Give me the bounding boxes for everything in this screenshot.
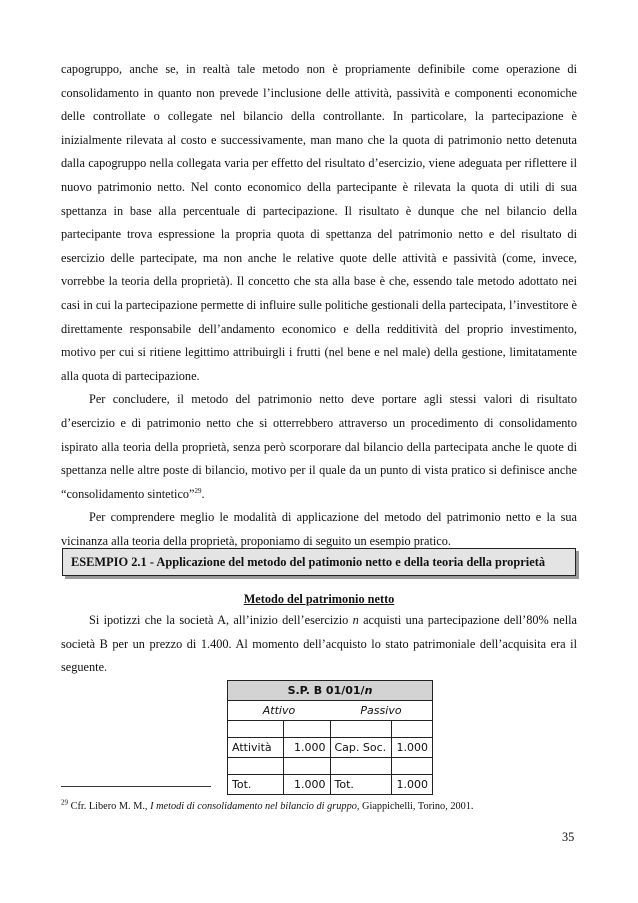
footnote-suffix: , Giappichelli, Torino, 2001. (356, 801, 474, 812)
example-text (61, 609, 577, 680)
variable-n: n (352, 613, 359, 627)
col-liabilities: Passivo (330, 701, 433, 721)
col-assets: Attivo (228, 701, 331, 721)
footnote-prefix: Cfr. Libero M. M., (68, 801, 151, 812)
section-title: Metodo del patrimonio netto (243, 592, 395, 606)
total-label-assets: Tot. (228, 775, 284, 795)
footnote-title: I metodi di consolidamento nel bilancio di gruppo (150, 801, 357, 812)
paragraph-3: Per comprendere meglio le modalità di applicazione del metodo del patrimonio netto e la sua vicinanza alla teoria della proprietà, proponiamo di seguito un esempio pratico. (61, 510, 577, 548)
paragraph-example-text: Si ipotizzi che la società A, all’inizio dell’esercizio n acquisti una partecipazione dell’80% nella società B per un prezzo di 1.400. Al momento dell’acquisto lo stato patrimoniale dell’acquisita era il seguente. (61, 613, 578, 675)
page-number: 35 (562, 830, 575, 844)
paragraph-2-text: Per concludere, il metodo del patrimonio netto deve portare agli stessi valori di risultato d’esercizio e di patrimonio netto che si otterrebbero attraverso un procedimento di consolidamento ispirato alla teoria della proprietà, senza però scorporare dal bilancio della partecipata anche le quote di spettanza nelle altre poste di bilancio, motivo per il quale da un punto di vista pratico si definisce anche “consolidamento sintetico” (61, 392, 577, 501)
paragraph-example (61, 609, 577, 680)
balance-sheet-table (227, 680, 433, 795)
total-value-assets: 1.000 (283, 775, 330, 795)
footnote-number: 29 (61, 798, 68, 807)
balance-sheet-title-text: S.P. B 01/01/ (287, 684, 365, 697)
total-label-liabilities: Tot. (330, 775, 391, 795)
row-value-liabilities: 1.000 (391, 738, 432, 758)
paragraph-2-end: . (201, 486, 205, 501)
footnote-divider (61, 786, 211, 787)
balance-sheet-title (228, 681, 433, 701)
row-label-liabilities: Cap. Soc. (330, 738, 391, 758)
example-box: ESEMPIO 2.1 - Applicazione del metodo del patimonio netto e della teoria della proprietà (62, 548, 576, 576)
paragraph-1: capogruppo, anche se, in realtà tale metodo non è propriamente definibile come operazione di consolidamento in quanto non prevede l’inclusione delle attività, passività e componenti economiche delle controllate o collegate nel bilancio della controllante. In particolare, la partecipazione è inizialmente rilevata al costo e successivamente, man mano che la quota di patrimonio netto detenuta dalla capogruppo nella collegata varia per effetto del risultato d’esercizio, viene adeguata per riflettere il nuovo patrimonio netto. Nel conto economico della partecipante è rilevata la quota di utili di sua spettanza in base alla percentuale di partecipazione. Il risultato è dunque che nel bilancio della partecipante trova espressione la propria quota di spettanza del patrimonio netto e del risultato di esercizio delle partecipate, ma non anche le relative quote delle attività e passività (come, invece, vorrebbe la teoria della proprietà). Il concetto che sta alla base è che, essendo tale metodo adottato nei casi in cui la partecipazione permette di influire sulle politiche gestionali della partecipata, l’investitore è direttamente responsabile dell’andamento economico e della redditività del proprio investimento, motivo per cui si ritiene legittimo attribuirgli i frutti (nel bene e nel male) della gestione, limitatamente alla quota di partecipazione. (61, 62, 577, 383)
balance-sheet-title-var: n (364, 684, 373, 697)
footnote-reference[interactable]: 29 (194, 486, 202, 495)
paragraph-2 (61, 388, 577, 506)
total-value-liabilities: 1.000 (391, 775, 432, 795)
footnote (61, 798, 474, 812)
row-value-assets: 1.000 (283, 738, 330, 758)
main-text (61, 58, 577, 553)
row-label-assets: Attività (228, 738, 284, 758)
